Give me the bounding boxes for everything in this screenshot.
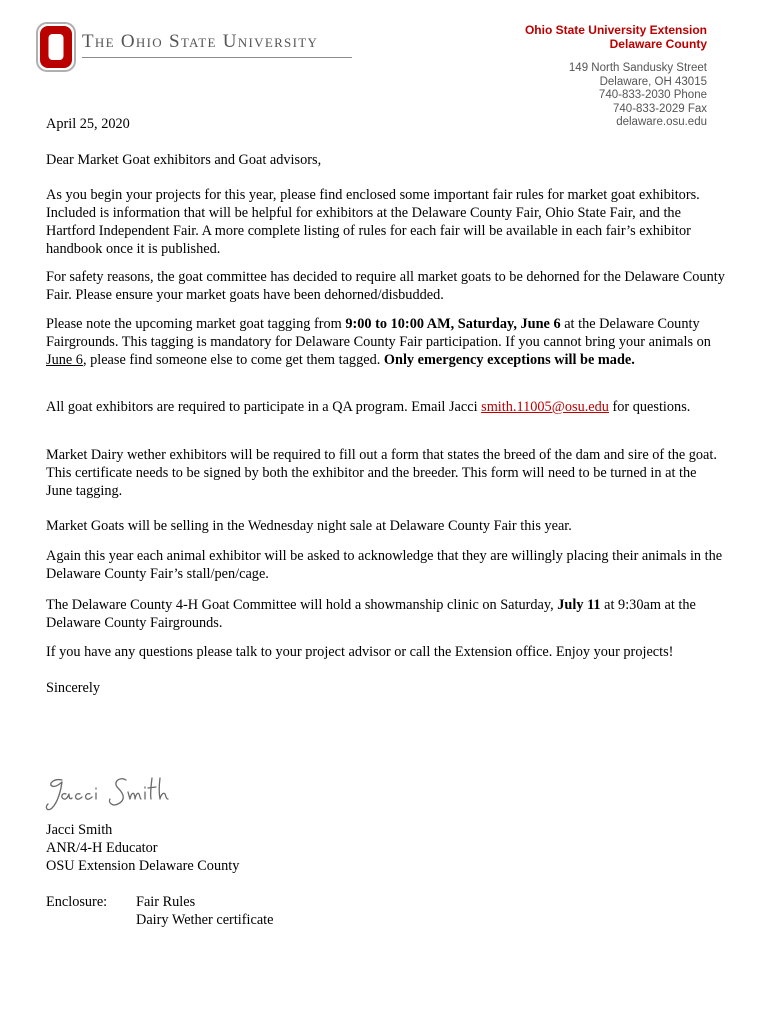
paragraph-clinic [46,596,726,632]
paragraph-questions: If you have any questions please talk to your project advisor or call the Extension office. Enjoy your projects! [46,644,674,660]
handwritten-signature [44,772,174,821]
department-name: Ohio State University Extension [524,23,707,37]
paragraph-acknowledge: Again this year each animal exhibitor will be asked to acknowledge that they are willingly placing their animals in the Delaware County Fair’s stall/pen/cage. [46,548,723,582]
paragraph-sale: Market Goats will be selling in the Wednesday night sale at Delaware County Fair this year. [46,518,572,534]
salutation: Dear Market Goat exhibitors and Goat advisors, [46,152,322,168]
paragraph-dehorning: For safety reasons, the goat committee has decided to require all market goats to be dehorned for the Delaware County Fair. Please ensure your market goats have been dehorned/disbudded. [46,269,725,303]
address-street: 149 North Sandusky Street [568,62,707,74]
enclosure-list [136,893,274,929]
email-link[interactable]: smith.11005@osu.edu [481,399,609,415]
paragraph-tagging [46,315,726,369]
paragraph-intro: As you begin your projects for this year, please find enclosed some important fair rules for market goat exhibitors. Included is information that will be helpful for exhibitors at the Delaware County Fair, Ohio State Fair, and the Hartford Independent Fair. A more complete listing of rules for each fair will be available in each fair’s exhibitor handbook once it is published. [46,187,700,257]
clinic-text-2: at 9:30am at the Delaware County Fairgrounds. [46,597,696,631]
department-block [525,23,707,51]
address-fax: 740-833-2029 Fax [613,102,707,115]
letter-date: April 25, 2020 [46,116,130,132]
letterhead-rule [82,57,352,58]
enclosure-item: Dairy Wether certificate [136,912,274,928]
paragraph-dairy-wether: Market Dairy wether exhibitors will be required to fill out a form that states the breed of the dam and sire of the goat. This certificate needs to be signed by both the exhibitor and the breeder. This form will need to be turned in at the June tagging. [46,447,717,499]
tagging-time: 9:00 to 10:00 AM, Saturday, June 6 [345,316,561,332]
county-name: Delaware County [609,37,707,51]
tagging-text: Please note the upcoming market goat tagging from [46,316,346,332]
signer-title: ANR/4-H Educator [46,840,158,856]
signer-org: OSU Extension Delaware County [46,858,240,874]
signer-name: Jacci Smith [46,822,113,838]
university-name: The Ohio State University [82,31,319,52]
osu-block-o-logo [36,22,76,77]
paragraph-qa [46,398,726,416]
tagging-text-3: , please find someone else to come get them tagged. [82,352,384,368]
tagging-exceptions: Only emergency exceptions will be made. [383,352,635,368]
clinic-date: July 11 [557,597,601,613]
qa-text-2: for questions. [608,399,691,415]
closing: Sincerely [46,680,100,696]
clinic-text: The Delaware County 4-H Goat Committee will hold a showmanship clinic on Saturday, [46,597,558,613]
tagging-date: June 6 [46,352,83,368]
tagging-text-2: at the Delaware County Fairgrounds. This tagging is mandatory for Delaware County Fair participation. If you cannot bring your animals on [46,316,711,350]
enclosure-label: Enclosure: [46,894,108,910]
qa-text: All goat exhibitors are required to participate in a QA program. Email Jacci [46,399,482,415]
enclosure-item: Fair Rules [136,894,196,910]
address-phone: 740-833-2030 Phone [598,89,707,102]
address-website: delaware.osu.edu [616,116,707,125]
address-city: Delaware, OH 43015 [599,75,707,88]
